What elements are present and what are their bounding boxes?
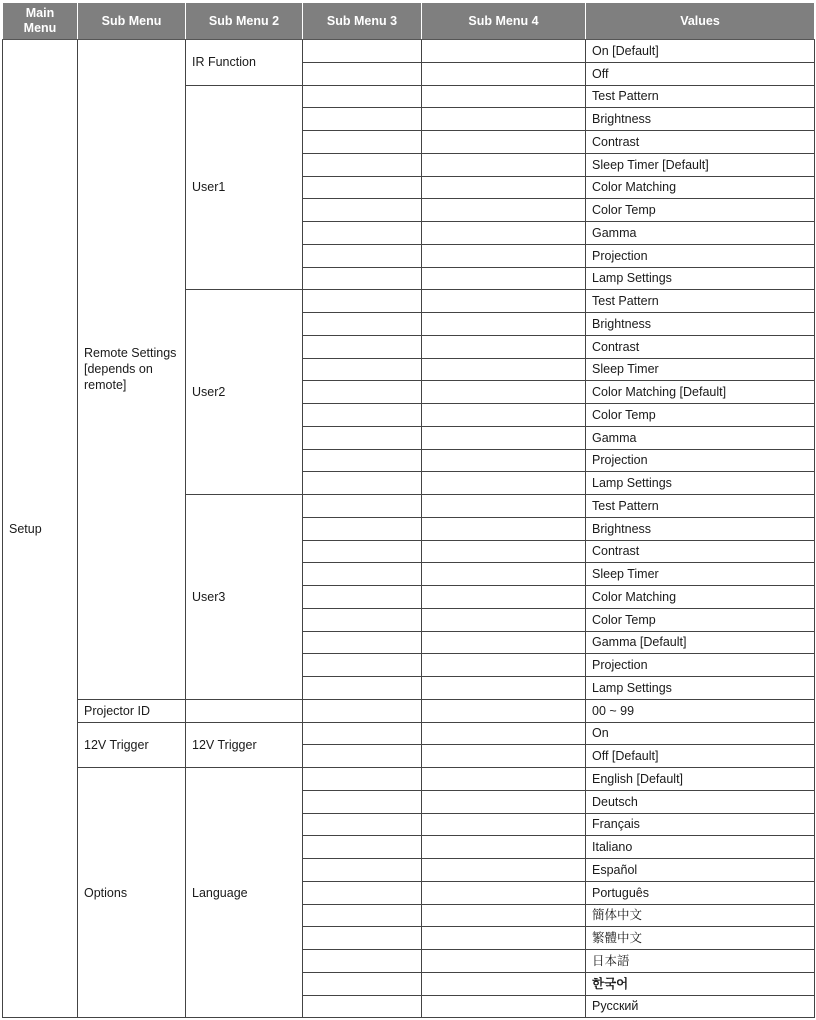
header-sub-menu-2: Sub Menu 2 — [186, 3, 303, 40]
value-cell: Contrast — [586, 335, 815, 358]
sub-menu-3-cell — [303, 313, 422, 336]
sub-menu-3-cell — [303, 199, 422, 222]
sub-menu-4-cell — [422, 40, 586, 63]
sub-menu-2-cell — [186, 699, 303, 722]
sub-menu-4-cell — [422, 608, 586, 631]
sub-menu-3-cell — [303, 677, 422, 700]
value-cell: Lamp Settings — [586, 677, 815, 700]
sub-menu-3-cell — [303, 404, 422, 427]
sub-menu-4-cell — [422, 654, 586, 677]
sub-menu-4-cell — [422, 404, 586, 427]
sub-menu-3-cell — [303, 654, 422, 677]
sub-menu-4-cell — [422, 881, 586, 904]
value-cell: Brightness — [586, 313, 815, 336]
sub-menu-3-cell — [303, 472, 422, 495]
sub-menu-4-cell — [422, 153, 586, 176]
value-cell: Brightness — [586, 517, 815, 540]
sub-menu-4-cell — [422, 244, 586, 267]
value-cell: 00 ~ 99 — [586, 699, 815, 722]
sub-menu-4-cell — [422, 313, 586, 336]
value-cell: Français — [586, 813, 815, 836]
value-cell: Sleep Timer — [586, 563, 815, 586]
sub-menu-3-cell — [303, 131, 422, 154]
sub-menu-3-cell — [303, 972, 422, 995]
sub-menu-4-cell — [422, 267, 586, 290]
sub-menu-4-cell — [422, 927, 586, 950]
value-cell: Color Temp — [586, 404, 815, 427]
sub-menu-3-cell — [303, 768, 422, 791]
sub-menu-3-cell — [303, 608, 422, 631]
sub-menu-3-cell — [303, 722, 422, 745]
sub-menu-3-cell — [303, 859, 422, 882]
sub-menu-4-cell — [422, 790, 586, 813]
sub-menu-3-cell — [303, 290, 422, 313]
sub-menu-4-cell — [422, 995, 586, 1018]
value-cell: Color Matching [Default] — [586, 381, 815, 404]
header-sub-menu-3: Sub Menu 3 — [303, 3, 422, 40]
value-cell: Off — [586, 62, 815, 85]
value-cell: Projection — [586, 654, 815, 677]
sub-menu-4-cell — [422, 472, 586, 495]
sub-menu-4-cell — [422, 381, 586, 404]
value-cell: On [Default] — [586, 40, 815, 63]
sub-menu-4-cell — [422, 904, 586, 927]
sub-menu-2-cell: Language — [186, 768, 303, 1018]
main-menu-cell: Setup — [3, 40, 78, 1018]
sub-menu-3-cell — [303, 631, 422, 654]
sub-menu-4-cell — [422, 699, 586, 722]
sub-menu-3-cell — [303, 745, 422, 768]
value-cell: 日本語 — [586, 950, 815, 973]
table-row — [3, 768, 815, 791]
sub-menu-4-cell — [422, 631, 586, 654]
sub-menu-3-cell — [303, 176, 422, 199]
sub-menu-4-cell — [422, 813, 586, 836]
sub-menu-2-cell: User2 — [186, 290, 303, 495]
value-cell: Gamma — [586, 222, 815, 245]
sub-menu-4-cell — [422, 199, 586, 222]
menu-table — [2, 2, 815, 1018]
sub-menu-2-cell: User3 — [186, 495, 303, 700]
sub-menu-2-cell: IR Function — [186, 40, 303, 86]
sub-menu-3-cell — [303, 927, 422, 950]
value-cell: Gamma — [586, 426, 815, 449]
sub-menu-4-cell — [422, 768, 586, 791]
sub-menu-3-cell — [303, 62, 422, 85]
sub-menu-4-cell — [422, 108, 586, 131]
sub-menu-4-cell — [422, 131, 586, 154]
sub-menu-4-cell — [422, 85, 586, 108]
sub-menu-3-cell — [303, 563, 422, 586]
header-main-menu: Main Menu — [3, 3, 78, 40]
sub-menu-3-cell — [303, 881, 422, 904]
value-cell: Gamma [Default] — [586, 631, 815, 654]
sub-menu-3-cell — [303, 904, 422, 927]
value-cell: English [Default] — [586, 768, 815, 791]
sub-menu-4-cell — [422, 972, 586, 995]
sub-menu-3-cell — [303, 836, 422, 859]
sub-menu-3-cell — [303, 517, 422, 540]
sub-menu-3-cell — [303, 358, 422, 381]
sub-menu-3-cell — [303, 335, 422, 358]
value-cell: Lamp Settings — [586, 472, 815, 495]
value-cell: Color Temp — [586, 199, 815, 222]
sub-menu-4-cell — [422, 540, 586, 563]
sub-menu-3-cell — [303, 381, 422, 404]
sub-menu-4-cell — [422, 358, 586, 381]
header-sub-menu: Sub Menu — [78, 3, 186, 40]
table-row — [3, 722, 815, 745]
table-body — [3, 40, 815, 1018]
value-cell: Projection — [586, 449, 815, 472]
sub-menu-2-cell: User1 — [186, 85, 303, 290]
sub-menu-4-cell — [422, 836, 586, 859]
sub-menu-3-cell — [303, 426, 422, 449]
sub-menu-4-cell — [422, 290, 586, 313]
value-cell: Deutsch — [586, 790, 815, 813]
value-cell: Color Matching — [586, 176, 815, 199]
header-sub-menu-4: Sub Menu 4 — [422, 3, 586, 40]
sub-menu-4-cell — [422, 495, 586, 518]
value-cell: Lamp Settings — [586, 267, 815, 290]
sub-menu-3-cell — [303, 153, 422, 176]
sub-menu-4-cell — [422, 586, 586, 609]
header-values: Values — [586, 3, 815, 40]
table-row — [3, 699, 815, 722]
sub-menu-3-cell — [303, 790, 422, 813]
value-cell: Test Pattern — [586, 85, 815, 108]
table-header — [3, 3, 815, 40]
header-row — [3, 3, 815, 40]
sub-menu-3-cell — [303, 950, 422, 973]
value-cell: Español — [586, 859, 815, 882]
sub-menu-3-cell — [303, 222, 422, 245]
sub-menu-4-cell — [422, 222, 586, 245]
value-cell: Test Pattern — [586, 290, 815, 313]
sub-menu-cell: 12V Trigger — [78, 722, 186, 768]
value-cell: 簡体中文 — [586, 904, 815, 927]
sub-menu-2-cell: 12V Trigger — [186, 722, 303, 768]
value-cell: Off [Default] — [586, 745, 815, 768]
sub-menu-4-cell — [422, 745, 586, 768]
value-cell: Contrast — [586, 540, 815, 563]
sub-menu-3-cell — [303, 244, 422, 267]
sub-menu-4-cell — [422, 517, 586, 540]
sub-menu-3-cell — [303, 267, 422, 290]
sub-menu-3-cell — [303, 699, 422, 722]
sub-menu-4-cell — [422, 426, 586, 449]
value-cell: Português — [586, 881, 815, 904]
sub-menu-4-cell — [422, 176, 586, 199]
value-cell: Contrast — [586, 131, 815, 154]
value-cell: Color Matching — [586, 586, 815, 609]
sub-menu-4-cell — [422, 950, 586, 973]
value-cell: Italiano — [586, 836, 815, 859]
sub-menu-cell: Projector ID — [78, 699, 186, 722]
sub-menu-4-cell — [422, 62, 586, 85]
sub-menu-cell: Options — [78, 768, 186, 1018]
sub-menu-cell: Remote Settings [depends on remote] — [78, 40, 186, 700]
sub-menu-3-cell — [303, 108, 422, 131]
value-cell: Русский — [586, 995, 815, 1018]
sub-menu-4-cell — [422, 335, 586, 358]
value-cell: On — [586, 722, 815, 745]
value-cell: 繁體中文 — [586, 927, 815, 950]
sub-menu-3-cell — [303, 449, 422, 472]
sub-menu-3-cell — [303, 495, 422, 518]
value-cell: Color Temp — [586, 608, 815, 631]
sub-menu-3-cell — [303, 586, 422, 609]
value-cell: Projection — [586, 244, 815, 267]
sub-menu-4-cell — [422, 563, 586, 586]
value-cell: Sleep Timer — [586, 358, 815, 381]
value-cell: 한국어 — [586, 972, 815, 995]
sub-menu-3-cell — [303, 995, 422, 1018]
sub-menu-4-cell — [422, 859, 586, 882]
sub-menu-3-cell — [303, 540, 422, 563]
sub-menu-4-cell — [422, 722, 586, 745]
sub-menu-3-cell — [303, 813, 422, 836]
value-cell: Brightness — [586, 108, 815, 131]
sub-menu-4-cell — [422, 677, 586, 700]
value-cell: Test Pattern — [586, 495, 815, 518]
value-cell: Sleep Timer [Default] — [586, 153, 815, 176]
sub-menu-4-cell — [422, 449, 586, 472]
sub-menu-3-cell — [303, 40, 422, 63]
table-row — [3, 40, 815, 63]
sub-menu-3-cell — [303, 85, 422, 108]
